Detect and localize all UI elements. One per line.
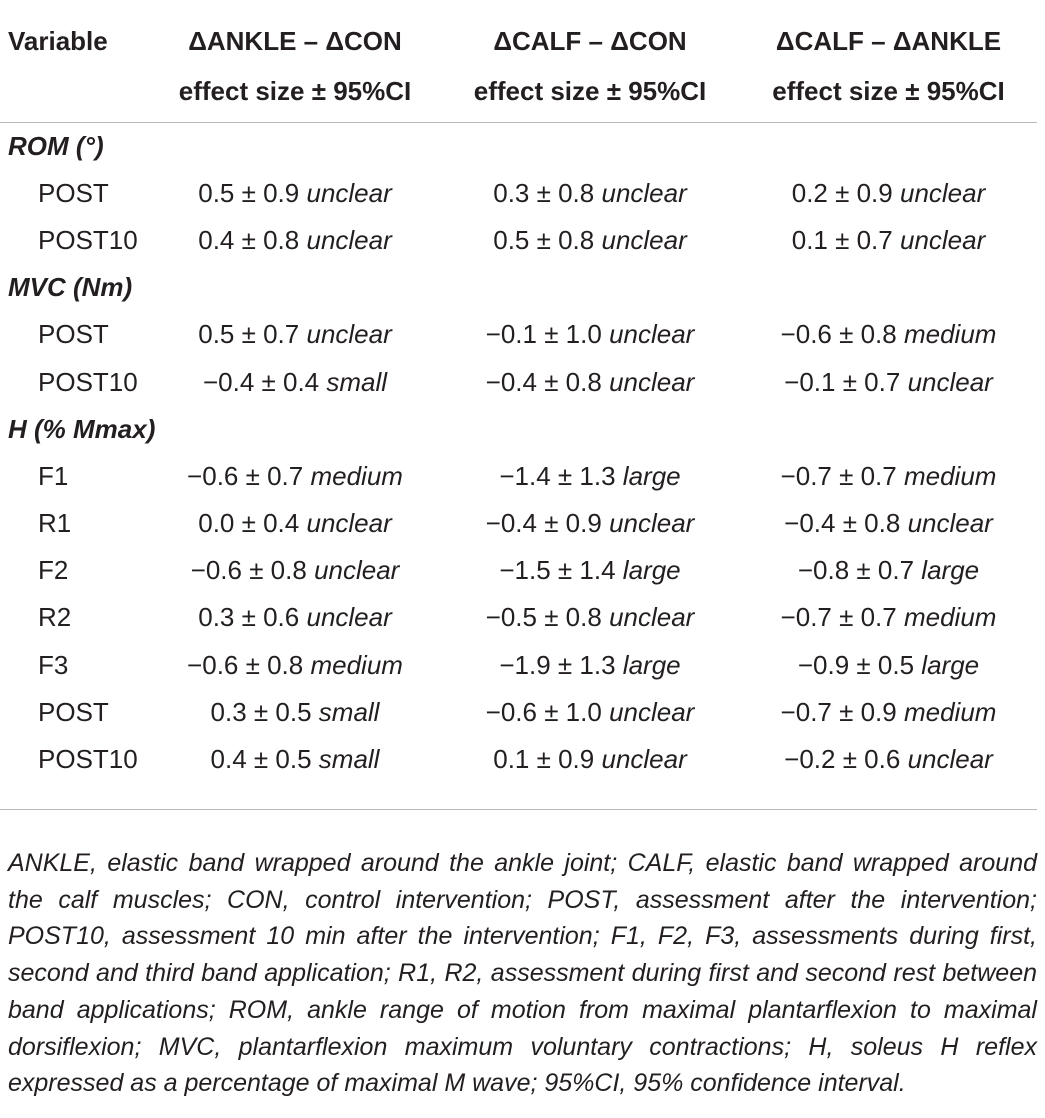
effect-value: 0.5 ± 0.9 bbox=[198, 177, 300, 208]
effect-cell bbox=[440, 642, 740, 689]
table-header bbox=[0, 0, 1037, 122]
effect-cell bbox=[740, 311, 1037, 358]
effect-cell bbox=[740, 547, 1037, 594]
row-label: POST bbox=[38, 177, 109, 208]
effect-cell bbox=[150, 594, 440, 641]
effect-value: −0.6 ± 0.7 bbox=[187, 460, 304, 491]
header-variable: Variable bbox=[0, 0, 150, 122]
effect-value: 0.3 ± 0.5 bbox=[210, 696, 312, 727]
effect-cell bbox=[150, 500, 440, 547]
effect-qualifier: unclear bbox=[907, 366, 993, 397]
effect-cell bbox=[440, 500, 740, 547]
effect-cell bbox=[150, 642, 440, 689]
effect-cell bbox=[150, 358, 440, 405]
effect-qualifier: medium bbox=[903, 696, 997, 727]
effect-value: −0.7 ± 0.7 bbox=[780, 602, 897, 633]
effect-cell bbox=[150, 547, 440, 594]
effect-cell bbox=[740, 358, 1037, 405]
effect-cell bbox=[740, 594, 1037, 641]
effect-value: −0.4 ± 0.4 bbox=[202, 366, 320, 397]
effect-qualifier: unclear bbox=[306, 508, 392, 539]
effect-qualifier: unclear bbox=[899, 177, 986, 208]
row-label: F2 bbox=[38, 555, 69, 586]
effect-value: −0.4 ± 0.8 bbox=[784, 508, 901, 539]
row-label: R2 bbox=[38, 602, 72, 633]
effect-cell bbox=[440, 453, 740, 500]
effect-cell bbox=[440, 736, 740, 783]
effect-qualifier: large bbox=[921, 555, 980, 586]
effect-qualifier: small bbox=[318, 744, 380, 775]
effect-qualifier: large bbox=[622, 649, 681, 680]
section-title: ROM (°) bbox=[8, 130, 104, 161]
effect-value: −0.2 ± 0.6 bbox=[784, 744, 901, 775]
section-row bbox=[0, 122, 1037, 170]
row-label: POST bbox=[38, 696, 109, 727]
effect-cell bbox=[150, 689, 440, 736]
effect-cell bbox=[440, 594, 740, 641]
row-label: POST bbox=[38, 319, 109, 350]
effect-qualifier: medium bbox=[310, 649, 403, 680]
table-footnote: ANKLE, elastic band wrapped around the ankle joint; CALF, elastic band wrapped around the calf muscles; CON, control intervention; POST, assessment after the intervention; POST10, assessment 10 min after the intervention; F1, F2, F3, assessments during first, second and third band application; R1, R2, assessment during first and second rest between band applications; ROM, ankle range of motion from maximal plantarflexion to maximal dorsiflexion; MVC, plantarflexion maximum voluntary contractions; H, soleus H reflex expressed as a percentage of maximal M wave; 95%CI, 95% confidence interval. bbox=[8, 849, 1037, 1098]
effect-value: −0.4 ± 0.8 bbox=[485, 366, 602, 397]
effect-cell bbox=[440, 547, 740, 594]
effect-value: −1.4 ± 1.3 bbox=[499, 460, 616, 491]
effect-value: −0.1 ± 0.7 bbox=[784, 366, 901, 397]
row-label: R1 bbox=[38, 508, 72, 539]
effect-value: −0.6 ± 0.8 bbox=[187, 649, 304, 680]
table-row bbox=[0, 594, 1037, 641]
effect-qualifier: small bbox=[326, 366, 388, 397]
effect-qualifier: unclear bbox=[306, 319, 392, 350]
section-title: H (% Mmax) bbox=[8, 413, 156, 444]
effect-value: −0.8 ± 0.7 bbox=[797, 555, 915, 586]
effect-qualifier: unclear bbox=[314, 555, 400, 586]
effect-qualifier: large bbox=[622, 555, 681, 586]
effect-qualifier: medium bbox=[903, 319, 997, 350]
effect-value: 0.4 ± 0.5 bbox=[210, 744, 312, 775]
effect-value: 0.4 ± 0.8 bbox=[198, 224, 300, 255]
effect-cell bbox=[440, 170, 740, 217]
effect-cell bbox=[150, 736, 440, 783]
effect-qualifier: unclear bbox=[306, 177, 392, 208]
header-calf-ankle: ΔCALF – ΔANKLE effect size ± 95%CI bbox=[740, 0, 1037, 122]
effect-qualifier: unclear bbox=[609, 366, 695, 397]
effect-value: −0.7 ± 0.9 bbox=[780, 696, 897, 727]
effect-qualifier: unclear bbox=[601, 177, 687, 208]
effect-cell bbox=[440, 217, 740, 264]
effect-cell bbox=[740, 453, 1037, 500]
table-row bbox=[0, 642, 1037, 689]
effect-cell bbox=[440, 358, 740, 405]
effect-qualifier: unclear bbox=[609, 508, 695, 539]
effect-qualifier: unclear bbox=[899, 224, 986, 255]
effect-qualifier: large bbox=[921, 649, 980, 680]
effect-cell bbox=[740, 736, 1037, 783]
effect-qualifier: unclear bbox=[609, 319, 695, 350]
table-body bbox=[0, 122, 1037, 783]
effect-value: 0.3 ± 0.8 bbox=[493, 177, 595, 208]
section-row bbox=[0, 264, 1037, 311]
effect-qualifier: medium bbox=[903, 460, 997, 491]
effect-qualifier: unclear bbox=[609, 696, 695, 727]
effect-value: −1.5 ± 1.4 bbox=[499, 555, 616, 586]
table-row bbox=[0, 547, 1037, 594]
effect-value: −0.1 ± 1.0 bbox=[485, 319, 602, 350]
effect-qualifier: unclear bbox=[907, 508, 993, 539]
effect-cell bbox=[740, 642, 1037, 689]
effect-qualifier: unclear bbox=[907, 744, 993, 775]
table-bottom-rule bbox=[0, 809, 1037, 810]
effect-value: −0.9 ± 0.5 bbox=[797, 649, 915, 680]
effect-cell bbox=[740, 689, 1037, 736]
header-ankle-con: ΔANKLE – ΔCON effect size ± 95%CI bbox=[150, 0, 440, 122]
effect-value: −0.6 ± 1.0 bbox=[485, 696, 602, 727]
header-calf-con: ΔCALF – ΔCON effect size ± 95%CI bbox=[440, 0, 740, 122]
table-row bbox=[0, 217, 1037, 264]
effect-value: 0.5 ± 0.8 bbox=[493, 224, 595, 255]
table-row bbox=[0, 500, 1037, 547]
effect-qualifier: unclear bbox=[306, 224, 392, 255]
effect-cell bbox=[150, 311, 440, 358]
effect-value: −0.4 ± 0.9 bbox=[485, 508, 602, 539]
effect-value: −0.7 ± 0.7 bbox=[780, 460, 897, 491]
row-label: F1 bbox=[38, 460, 69, 491]
effect-value: −0.5 ± 0.8 bbox=[485, 602, 602, 633]
table-row bbox=[0, 736, 1037, 783]
effect-qualifier: large bbox=[622, 460, 681, 491]
effect-cell bbox=[740, 170, 1037, 217]
table-row bbox=[0, 311, 1037, 358]
effect-value: 0.1 ± 0.9 bbox=[493, 744, 595, 775]
effect-value: 0.3 ± 0.6 bbox=[198, 602, 300, 633]
table-row bbox=[0, 689, 1037, 736]
effect-value: 0.5 ± 0.7 bbox=[198, 319, 300, 350]
table-row bbox=[0, 170, 1037, 217]
effect-qualifier: medium bbox=[310, 460, 403, 491]
table-row bbox=[0, 358, 1037, 405]
effect-value: −1.9 ± 1.3 bbox=[499, 649, 616, 680]
effect-value: 0.0 ± 0.4 bbox=[198, 508, 300, 539]
row-label: POST10 bbox=[38, 744, 138, 775]
section-row bbox=[0, 406, 1037, 453]
effect-cell bbox=[150, 453, 440, 500]
row-label: POST10 bbox=[38, 224, 138, 255]
effect-cell bbox=[740, 217, 1037, 264]
effect-value: −0.6 ± 0.8 bbox=[190, 555, 307, 586]
effect-qualifier: small bbox=[318, 696, 380, 727]
effect-value: 0.2 ± 0.9 bbox=[791, 177, 893, 208]
row-label: POST10 bbox=[38, 366, 138, 397]
row-label: F3 bbox=[38, 649, 69, 680]
effect-qualifier: unclear bbox=[609, 602, 695, 633]
effect-cell bbox=[150, 170, 440, 217]
effect-cell bbox=[740, 500, 1037, 547]
effect-cell bbox=[150, 217, 440, 264]
effect-value: 0.1 ± 0.7 bbox=[791, 224, 893, 255]
effect-qualifier: medium bbox=[903, 602, 997, 633]
section-title: MVC (Nm) bbox=[8, 272, 133, 303]
effect-value: −0.6 ± 0.8 bbox=[780, 319, 897, 350]
effect-cell bbox=[440, 689, 740, 736]
table-row bbox=[0, 453, 1037, 500]
effect-qualifier: unclear bbox=[306, 602, 392, 633]
effect-qualifier: unclear bbox=[601, 224, 687, 255]
effect-cell bbox=[440, 311, 740, 358]
effect-qualifier: unclear bbox=[601, 744, 687, 775]
